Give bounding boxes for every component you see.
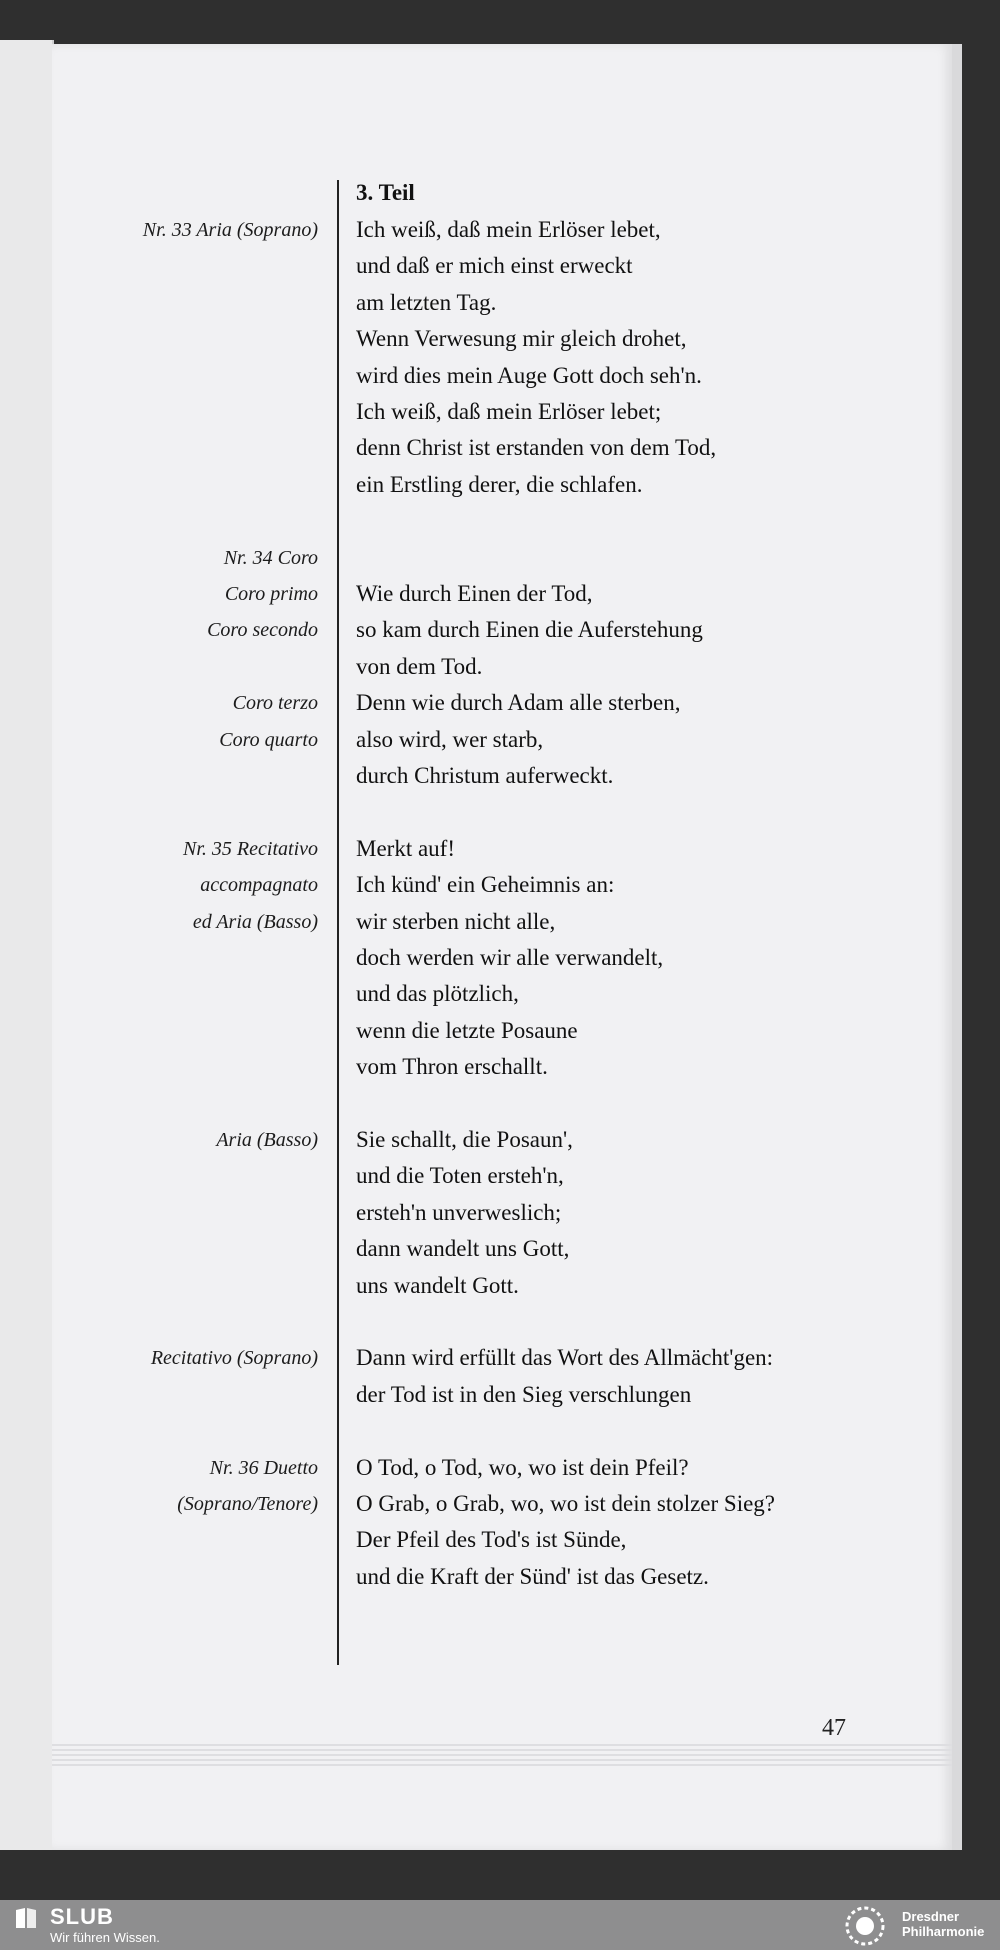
libretto-line: O Tod, o Tod, wo, wo ist dein Pfeil? — [356, 1454, 689, 1480]
page-edge — [952, 44, 962, 1850]
libretto-line: wenn die letzte Posaune — [356, 1017, 578, 1043]
section-label: Coro primo — [224, 583, 318, 605]
libretto-line: O Grab, o Grab, wo, wo ist dein stolzer Sieg? — [356, 1491, 776, 1516]
slub-brand: SLUB — [50, 1904, 114, 1929]
libretto-line: uns wandelt Gott. — [356, 1272, 519, 1298]
libretto-line: denn Christ ist erstanden von dem Tod, — [356, 435, 717, 461]
libretto-line: und die Toten ersteh'n, — [356, 1163, 564, 1189]
book-icon — [14, 1906, 38, 1930]
philharmonie-line1: Dresdner — [902, 1909, 960, 1924]
libretto-line: Dann wird erfüllt das Wort des Allmächt'gen: — [356, 1345, 774, 1371]
libretto-line: am letzten Tag. — [356, 289, 497, 315]
slub-tagline: Wir führen Wissen. — [50, 1930, 160, 1945]
section-label: Nr. 33 Aria (Soprano) — [142, 219, 318, 241]
staff-lines — [52, 1744, 952, 1769]
libretto-line: ein Erstling derer, die schlafen. — [356, 471, 643, 497]
section-label: Nr. 34 Coro — [223, 546, 318, 569]
section-label: ed Aria (Basso) — [192, 910, 318, 933]
libretto-line: Wie durch Einen der Tod, — [356, 581, 593, 606]
facing-page-edge — [0, 40, 54, 1850]
section-label: Aria (Basso) — [216, 1129, 318, 1151]
section-label: Coro quarto — [219, 728, 318, 751]
libretto-line: wird dies mein Auge Gott doch seh'n. — [356, 362, 702, 388]
libretto-line: ersteh'n unverweslich; — [356, 1199, 562, 1225]
libretto-line: so kam durch Einen die Auferstehung — [356, 617, 703, 643]
libretto-line: Ich weiß, daß mein Erlöser lebet; — [356, 399, 662, 424]
libretto-line: wir sterben nicht alle, — [356, 908, 556, 934]
libretto-line: Wenn Verwesung mir gleich drohet, — [356, 326, 687, 352]
libretto-line: Ich künd' ein Geheimnis an: — [356, 872, 615, 898]
section-label: Nr. 35 Recitativo — [183, 837, 318, 860]
libretto-line: Ich weiß, daß mein Erlöser lebet, — [356, 217, 661, 242]
section-label: (Soprano/Tenore) — [177, 1493, 318, 1515]
libretto-line: Denn wie durch Adam alle sterben, — [356, 690, 681, 716]
libretto-line: und die Kraft der Sünd' ist das Gesetz. — [356, 1563, 709, 1589]
libretto-line: doch werden wir alle verwandelt, — [356, 945, 664, 970]
philharmonie-line2: Philharmonie — [902, 1924, 985, 1939]
libretto-line: und das plötzlich, — [356, 981, 519, 1007]
section-label: Coro terzo — [232, 692, 318, 715]
column-divider — [337, 180, 339, 1665]
libretto-line: dann wandelt uns Gott, — [356, 1236, 570, 1262]
libretto-line: Sie schallt, die Posaun', — [356, 1127, 573, 1152]
philharmonie-brand — [902, 1909, 984, 1939]
libretto-line: Der Pfeil des Tod's ist Sünde, — [356, 1527, 627, 1553]
section-label: Recitativo (Soprano) — [150, 1347, 318, 1370]
libretto-line: Merkt auf! — [356, 835, 455, 861]
part-heading: 3. Teil — [356, 180, 415, 205]
footer-bar — [0, 1900, 1000, 1950]
philharmonie-logo — [843, 1904, 887, 1948]
libretto-line: vom Thron erschallt. — [356, 1054, 548, 1080]
libretto-line: von dem Tod. — [356, 653, 483, 679]
libretto-line: der Tod ist in den Sieg verschlungen — [356, 1381, 692, 1407]
libretto-line: also wird, wer starb, — [356, 726, 544, 752]
section-label: Coro secondo — [207, 619, 318, 642]
libretto-line: und daß er mich einst erweckt — [356, 253, 633, 279]
page-number: 47 — [822, 1715, 846, 1741]
section-label: accompagnato — [200, 874, 318, 897]
section-label: Nr. 36 Duetto — [209, 1456, 318, 1479]
libretto-line: durch Christum auferweckt. — [356, 763, 614, 788]
